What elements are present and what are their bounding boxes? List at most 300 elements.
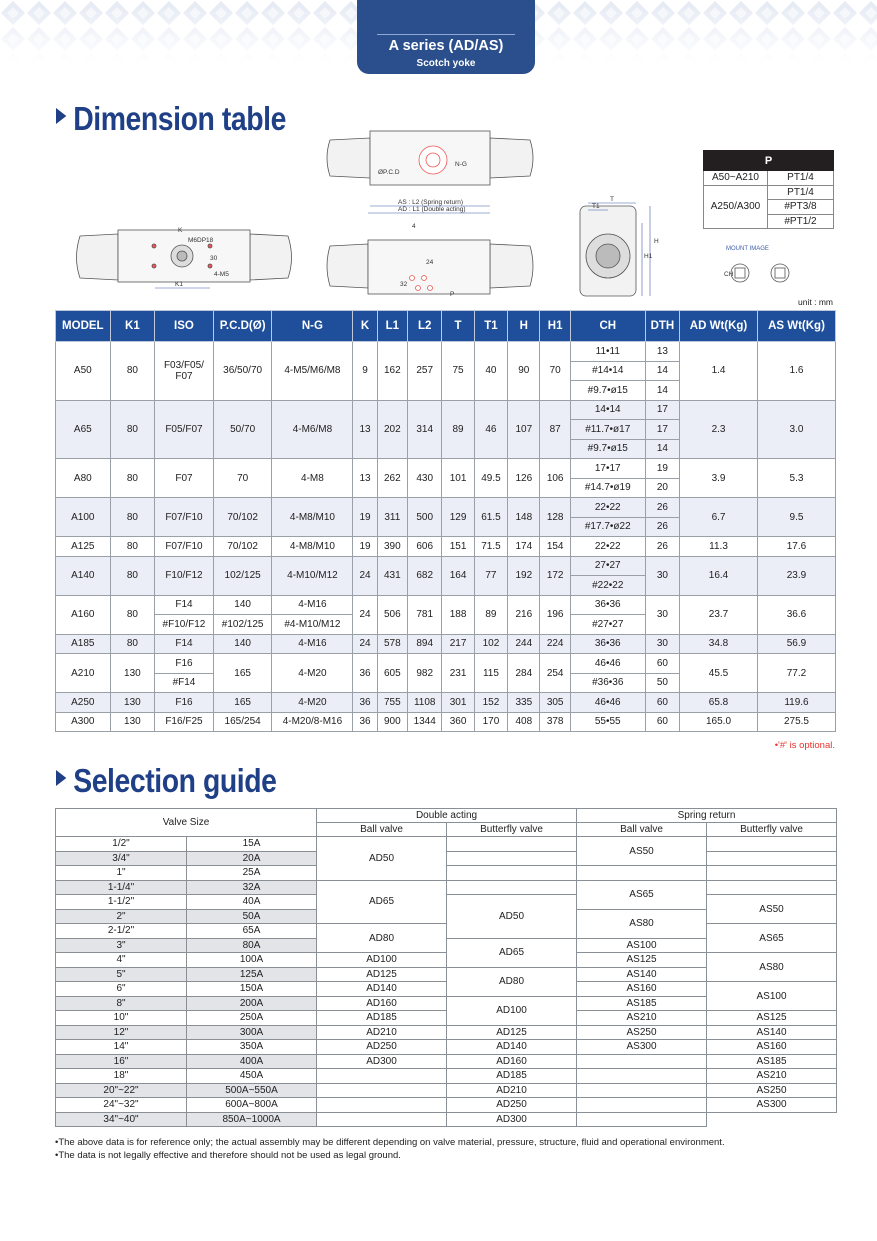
cell-k: 36 <box>353 654 377 693</box>
cell-l2: 1344 <box>408 712 442 732</box>
cell-dth: 30 <box>645 595 679 634</box>
cell-dth: 17 <box>645 400 679 420</box>
cell-as-butterfly: AS185 <box>707 1054 837 1069</box>
ball-valve-header: Ball valve <box>317 823 447 837</box>
cell-model: A100 <box>56 498 111 537</box>
table-row <box>56 556 836 576</box>
cell-k: 13 <box>353 400 377 459</box>
cell-iso: F07/F10 <box>155 537 214 557</box>
table-row <box>56 1011 837 1026</box>
cell-dth: 60 <box>645 654 679 674</box>
cell-l2: 500 <box>408 498 442 537</box>
cell-ng: #4-M10/M12 <box>272 615 353 635</box>
label-pcd: ØP.C.D <box>378 169 400 176</box>
cell-dth: 30 <box>645 634 679 654</box>
table-row <box>56 1069 837 1084</box>
cell-dth: 30 <box>645 556 679 595</box>
cell-h: 408 <box>508 712 540 732</box>
cell-l2: 682 <box>408 556 442 595</box>
cell-ad-ball: AD300 <box>317 1054 447 1069</box>
port-value: PT1/4 <box>768 171 834 186</box>
cell-k1: 80 <box>110 595 155 634</box>
cell-as-butterfly <box>707 866 837 881</box>
cell-ch: #9.7•ø15 <box>570 381 645 401</box>
table-row <box>56 595 836 615</box>
cell-ad-butterfly: AD160 <box>447 1054 577 1069</box>
cell-ng: 4-M10/M12 <box>272 556 353 595</box>
cell-ad-weight: 23.7 <box>680 595 758 634</box>
cell-ng: 4-M8/M10 <box>272 498 353 537</box>
table-row <box>56 537 836 557</box>
cell-as-butterfly: AS100 <box>707 982 837 1011</box>
label-k1: K1 <box>175 281 183 288</box>
cell-size-mm: 80A <box>187 938 317 953</box>
cell-as-butterfly: AS65 <box>707 924 837 953</box>
column-header: CH <box>570 311 645 342</box>
table-row <box>56 895 837 910</box>
table-row <box>56 342 836 362</box>
cell-l1: 431 <box>377 556 407 595</box>
table-row <box>56 654 836 674</box>
cell-t: 217 <box>442 634 474 654</box>
label-ng: N-G <box>455 161 467 168</box>
cell-k1: 80 <box>110 556 155 595</box>
cell-l2: 314 <box>408 400 442 459</box>
cell-t1: 40 <box>474 342 507 401</box>
cell-ng: 4-M20 <box>272 693 353 713</box>
cell-ch: 36•36 <box>570 634 645 654</box>
cell-ch: 22•22 <box>570 537 645 557</box>
cell-as-butterfly <box>707 837 837 852</box>
cell-ad-butterfly: AD185 <box>447 1069 577 1084</box>
cell-h1: 254 <box>540 654 570 693</box>
cell-l1: 202 <box>377 400 407 459</box>
cell-h1: 224 <box>540 634 570 654</box>
cell-t: 188 <box>442 595 474 634</box>
cell-h1: 106 <box>540 459 570 498</box>
cell-ch: #36•36 <box>570 673 645 693</box>
cell-size-mm: 40A <box>187 895 317 910</box>
cell-iso: F14 <box>155 595 214 615</box>
cell-as-weight: 275.5 <box>757 712 835 732</box>
cell-ad-butterfly: AD140 <box>447 1040 577 1055</box>
label-t: T <box>610 196 614 203</box>
cell-h: 216 <box>508 595 540 634</box>
column-header: N-G <box>272 311 353 342</box>
cell-k: 36 <box>353 693 377 713</box>
cell-as-butterfly <box>707 880 837 895</box>
cell-model: A80 <box>56 459 111 498</box>
cell-t1: 102 <box>474 634 507 654</box>
cell-size-mm: 125A <box>187 967 317 982</box>
cell-ad-ball: AD65 <box>317 880 447 924</box>
table-row <box>56 1054 837 1069</box>
cell-t: 101 <box>442 459 474 498</box>
cell-dth: 26 <box>645 537 679 557</box>
cell-model: A50 <box>56 342 111 401</box>
cell-size-inch: 3" <box>56 938 187 953</box>
cell-dth: 17 <box>645 420 679 440</box>
note-2: •The data is not legally effective and therefore should not be used as legal ground. <box>55 1150 401 1161</box>
cell-iso: F07/F10 <box>155 498 214 537</box>
cell-k: 19 <box>353 537 377 557</box>
valve-size-header: Valve Size <box>56 809 317 837</box>
optional-note: •'#' is optional. <box>774 740 835 751</box>
cell-as-ball: AS300 <box>577 1040 707 1055</box>
cell-h: 107 <box>508 400 540 459</box>
table-row <box>56 851 837 866</box>
cell-pcd: 140 <box>213 595 272 615</box>
cell-ch: #11.7•ø17 <box>570 420 645 440</box>
cell-as-butterfly: AS250 <box>707 1083 837 1098</box>
cell-as-ball: AS210 <box>577 1011 707 1026</box>
selection-guide-title: Selection guide <box>56 762 276 800</box>
cell-size-inch: 12" <box>56 1025 187 1040</box>
cell-model: A250 <box>56 693 111 713</box>
cell-pcd: 102/125 <box>213 556 272 595</box>
cell-size-inch: 1" <box>56 866 187 881</box>
dimension-table <box>55 310 836 732</box>
triangle-arrow-icon <box>56 770 66 786</box>
cell-h1: 172 <box>540 556 570 595</box>
column-header: AD Wt(Kg) <box>680 311 758 342</box>
cell-t1: 115 <box>474 654 507 693</box>
cell-t: 129 <box>442 498 474 537</box>
cell-dth: 13 <box>645 342 679 362</box>
cell-ch: #14.7•ø19 <box>570 478 645 498</box>
unit-note: unit : mm <box>798 297 833 307</box>
cell-l1: 506 <box>377 595 407 634</box>
cell-as-ball <box>577 1112 707 1127</box>
cell-k1: 80 <box>110 537 155 557</box>
spring-return-header: Spring return <box>577 809 837 823</box>
cell-as-butterfly: AS210 <box>707 1069 837 1084</box>
cell-as-butterfly: AS80 <box>707 953 837 982</box>
cell-k1: 80 <box>110 498 155 537</box>
cell-ch: 36•36 <box>570 595 645 615</box>
cell-ad-weight: 3.9 <box>680 459 758 498</box>
cell-t1: 77 <box>474 556 507 595</box>
cell-pcd: 36/50/70 <box>213 342 272 401</box>
cell-h1: 154 <box>540 537 570 557</box>
cell-dth: 50 <box>645 673 679 693</box>
cell-h1: 128 <box>540 498 570 537</box>
cell-as-ball: AS80 <box>577 909 707 938</box>
label-30: 30 <box>210 255 218 262</box>
cell-as-weight: 77.2 <box>757 654 835 693</box>
cell-ch: #27•27 <box>570 615 645 635</box>
cell-ad-butterfly: AD50 <box>447 895 577 939</box>
cell-t1: 170 <box>474 712 507 732</box>
table-row <box>56 924 837 939</box>
column-header: T1 <box>474 311 507 342</box>
column-header: K1 <box>110 311 155 342</box>
cell-as-ball: AS160 <box>577 982 707 997</box>
cell-l1: 605 <box>377 654 407 693</box>
cell-size-inch: 18" <box>56 1069 187 1084</box>
column-header: H <box>508 311 540 342</box>
cell-pcd: 70/102 <box>213 537 272 557</box>
cell-ch: 14•14 <box>570 400 645 420</box>
cell-size-mm: 500A~550A <box>187 1083 317 1098</box>
label-32: 32 <box>400 281 408 288</box>
cell-as-weight: 23.9 <box>757 556 835 595</box>
cell-iso-line: F07 <box>175 370 193 382</box>
cell-size-mm: 65A <box>187 924 317 939</box>
cell-t: 151 <box>442 537 474 557</box>
cell-k: 19 <box>353 498 377 537</box>
cell-size-inch: 34"~40" <box>56 1112 187 1127</box>
column-header: H1 <box>540 311 570 342</box>
cell-h1: 305 <box>540 693 570 713</box>
table-row <box>56 880 837 895</box>
cell-ad-weight: 65.8 <box>680 693 758 713</box>
cell-t1: 89 <box>474 595 507 634</box>
table-row <box>56 1098 837 1113</box>
cell-ch: 46•46 <box>570 654 645 674</box>
cell-l2: 257 <box>408 342 442 401</box>
cell-l1: 578 <box>377 634 407 654</box>
cell-size-inch: 1/2" <box>56 837 187 852</box>
dimension-table-title: Dimension table <box>56 100 286 138</box>
cell-model: A300 <box>56 712 111 732</box>
cell-ad-ball: AD100 <box>317 953 447 968</box>
table-row <box>56 1083 837 1098</box>
column-header: ISO <box>155 311 214 342</box>
cell-ad-butterfly: AD65 <box>447 938 577 967</box>
table-row <box>56 1040 837 1055</box>
cell-ad-ball <box>317 1098 447 1113</box>
cell-pcd: 165/254 <box>213 712 272 732</box>
cell-t: 360 <box>442 712 474 732</box>
cell-t: 89 <box>442 400 474 459</box>
cell-iso: #F10/F12 <box>155 615 214 635</box>
cell-iso <box>155 342 214 401</box>
triangle-arrow-icon <box>56 108 66 124</box>
cell-as-ball <box>577 866 707 881</box>
cell-size-mm: 450A <box>187 1069 317 1084</box>
cell-t: 301 <box>442 693 474 713</box>
table-row <box>56 498 836 518</box>
cell-size-mm: 15A <box>187 837 317 852</box>
table-row <box>56 1025 837 1040</box>
table-row <box>56 634 836 654</box>
cell-pcd: 70 <box>213 459 272 498</box>
cell-ad-butterfly: AD300 <box>447 1112 577 1127</box>
cell-as-butterfly: AS125 <box>707 1011 837 1026</box>
cell-ad-ball: AD250 <box>317 1040 447 1055</box>
cell-k1: 130 <box>110 712 155 732</box>
cell-iso: #F14 <box>155 673 214 693</box>
cell-as-ball: AS50 <box>577 837 707 866</box>
table-row <box>56 400 836 420</box>
cell-l1: 900 <box>377 712 407 732</box>
table-row <box>56 693 836 713</box>
cell-h: 244 <box>508 634 540 654</box>
note-1: •The above data is for reference only; the actual assembly may be different depending on valve material, pressure, structure, fluid and operational environment. <box>55 1137 725 1148</box>
cell-as-ball: AS250 <box>577 1025 707 1040</box>
cell-k1: 80 <box>110 634 155 654</box>
cell-size-inch: 2-1/2" <box>56 924 187 939</box>
table-row <box>56 1112 837 1127</box>
table-row <box>56 953 837 968</box>
cell-k: 9 <box>353 342 377 401</box>
port-table-header: P <box>704 151 834 171</box>
cell-size-inch: 20"~22" <box>56 1083 187 1098</box>
cell-dth: 14 <box>645 381 679 401</box>
cell-ng: 4-M20 <box>272 654 353 693</box>
cell-ad-ball: AD80 <box>317 924 447 953</box>
cell-h: 90 <box>508 342 540 401</box>
cell-size-mm: 200A <box>187 996 317 1011</box>
series-title: A series (AD/AS) <box>388 38 504 54</box>
cell-pcd: 50/70 <box>213 400 272 459</box>
column-header: T <box>442 311 474 342</box>
cell-ad-weight: 2.3 <box>680 400 758 459</box>
label-h1: H1 <box>644 253 653 260</box>
port-value: #PT3/8 <box>768 200 834 215</box>
cell-ad-butterfly: AD210 <box>447 1083 577 1098</box>
label-h: H <box>654 238 659 245</box>
cell-h: 192 <box>508 556 540 595</box>
cell-size-inch: 5" <box>56 967 187 982</box>
label-4m5: 4-M5 <box>214 271 229 278</box>
cell-k1: 80 <box>110 342 155 401</box>
column-header: P.C.D(Ø) <box>213 311 272 342</box>
cell-size-mm: 400A <box>187 1054 317 1069</box>
cell-size-inch: 24"~32" <box>56 1098 187 1113</box>
label-l2: AS : L2 (Spring return) <box>398 199 464 206</box>
cell-model: A160 <box>56 595 111 634</box>
cell-as-weight: 9.5 <box>757 498 835 537</box>
cell-as-weight: 1.6 <box>757 342 835 401</box>
cell-t1: 61.5 <box>474 498 507 537</box>
cell-ch: 17•17 <box>570 459 645 479</box>
cell-as-ball <box>577 1054 707 1069</box>
cell-size-mm: 850A~1000A <box>187 1112 317 1127</box>
cell-size-inch: 1-1/4" <box>56 880 187 895</box>
cell-size-mm: 150A <box>187 982 317 997</box>
butterfly-valve-header: Butterfly valve <box>447 823 577 837</box>
cell-ad-weight: 11.3 <box>680 537 758 557</box>
cell-ad-butterfly <box>447 837 577 852</box>
cell-ad-butterfly: AD100 <box>447 996 577 1025</box>
column-header: K <box>353 311 377 342</box>
cell-ad-butterfly <box>447 851 577 866</box>
notes <box>55 1136 725 1162</box>
cell-ad-butterfly: AD125 <box>447 1025 577 1040</box>
port-label: A250/A300 <box>704 185 768 229</box>
cell-dth: 20 <box>645 478 679 498</box>
cell-as-ball <box>577 1069 707 1084</box>
cell-model: A140 <box>56 556 111 595</box>
cell-size-mm: 300A <box>187 1025 317 1040</box>
cell-as-butterfly: AS50 <box>707 895 837 924</box>
cell-ad-weight: 34.8 <box>680 634 758 654</box>
cell-t1: 46 <box>474 400 507 459</box>
cell-ad-weight: 165.0 <box>680 712 758 732</box>
label-ch: CH <box>724 271 734 278</box>
cell-size-inch: 3/4" <box>56 851 187 866</box>
cell-ng: 4-M8/M10 <box>272 537 353 557</box>
cell-l2: 430 <box>408 459 442 498</box>
cell-ng: 4-M16 <box>272 634 353 654</box>
cell-ch: 11•11 <box>570 342 645 362</box>
cell-h: 174 <box>508 537 540 557</box>
cell-iso: F16/F25 <box>155 712 214 732</box>
cell-size-mm: 32A <box>187 880 317 895</box>
port-table <box>703 150 834 229</box>
cell-k: 13 <box>353 459 377 498</box>
cell-l1: 162 <box>377 342 407 401</box>
cell-size-mm: 350A <box>187 1040 317 1055</box>
cell-k1: 80 <box>110 459 155 498</box>
cell-h: 148 <box>508 498 540 537</box>
cell-l1: 755 <box>377 693 407 713</box>
cell-ch: 22•22 <box>570 498 645 518</box>
cell-ad-weight: 1.4 <box>680 342 758 401</box>
table-row <box>56 459 836 479</box>
cell-ad-ball: AD125 <box>317 967 447 982</box>
cell-iso: F14 <box>155 634 214 654</box>
cell-pcd: #102/125 <box>213 615 272 635</box>
cell-l1: 390 <box>377 537 407 557</box>
cell-t: 231 <box>442 654 474 693</box>
cell-l1: 262 <box>377 459 407 498</box>
cell-ad-butterfly: AD250 <box>447 1098 577 1113</box>
table-row <box>56 866 837 881</box>
cell-ng: 4-M6/M8 <box>272 400 353 459</box>
series-subtitle: Scotch yoke <box>416 58 476 69</box>
cell-ad-ball: AD140 <box>317 982 447 997</box>
cell-ad-butterfly <box>447 866 577 881</box>
cell-iso: F07 <box>155 459 214 498</box>
cell-ng: 4-M20/8-M16 <box>272 712 353 732</box>
cell-size-inch: 6" <box>56 982 187 997</box>
cell-k1: 130 <box>110 654 155 693</box>
cell-ad-ball: AD50 <box>317 837 447 881</box>
cell-size-mm: 20A <box>187 851 317 866</box>
port-value: #PT1/2 <box>768 214 834 229</box>
cell-size-inch: 2" <box>56 909 187 924</box>
cell-ch: 55•55 <box>570 712 645 732</box>
cell-as-weight: 17.6 <box>757 537 835 557</box>
cell-ch: 46•46 <box>570 693 645 713</box>
cell-as-ball: AS185 <box>577 996 707 1011</box>
cell-t1: 152 <box>474 693 507 713</box>
cell-dth: 14 <box>645 361 679 381</box>
cell-k1: 130 <box>110 693 155 713</box>
cell-ad-butterfly <box>447 880 577 895</box>
cell-dth: 26 <box>645 498 679 518</box>
cell-pcd: 165 <box>213 654 272 693</box>
cell-l2: 1108 <box>408 693 442 713</box>
table-row <box>56 837 837 852</box>
cell-dth: 14 <box>645 439 679 459</box>
cell-dth: 19 <box>645 459 679 479</box>
cell-size-inch: 1-1/2" <box>56 895 187 910</box>
label-t1: T1 <box>592 203 600 210</box>
double-acting-header: Double acting <box>317 809 577 823</box>
port-label: A50~A210 <box>704 171 768 186</box>
cell-h1: 70 <box>540 342 570 401</box>
cell-k: 24 <box>353 595 377 634</box>
cell-iso-line: F03/F05/ <box>163 359 204 371</box>
cell-pcd: 140 <box>213 634 272 654</box>
cell-ng: 4-M5/M6/M8 <box>272 342 353 401</box>
cell-ad-weight: 16.4 <box>680 556 758 595</box>
cell-ng: 4-M16 <box>272 595 353 615</box>
